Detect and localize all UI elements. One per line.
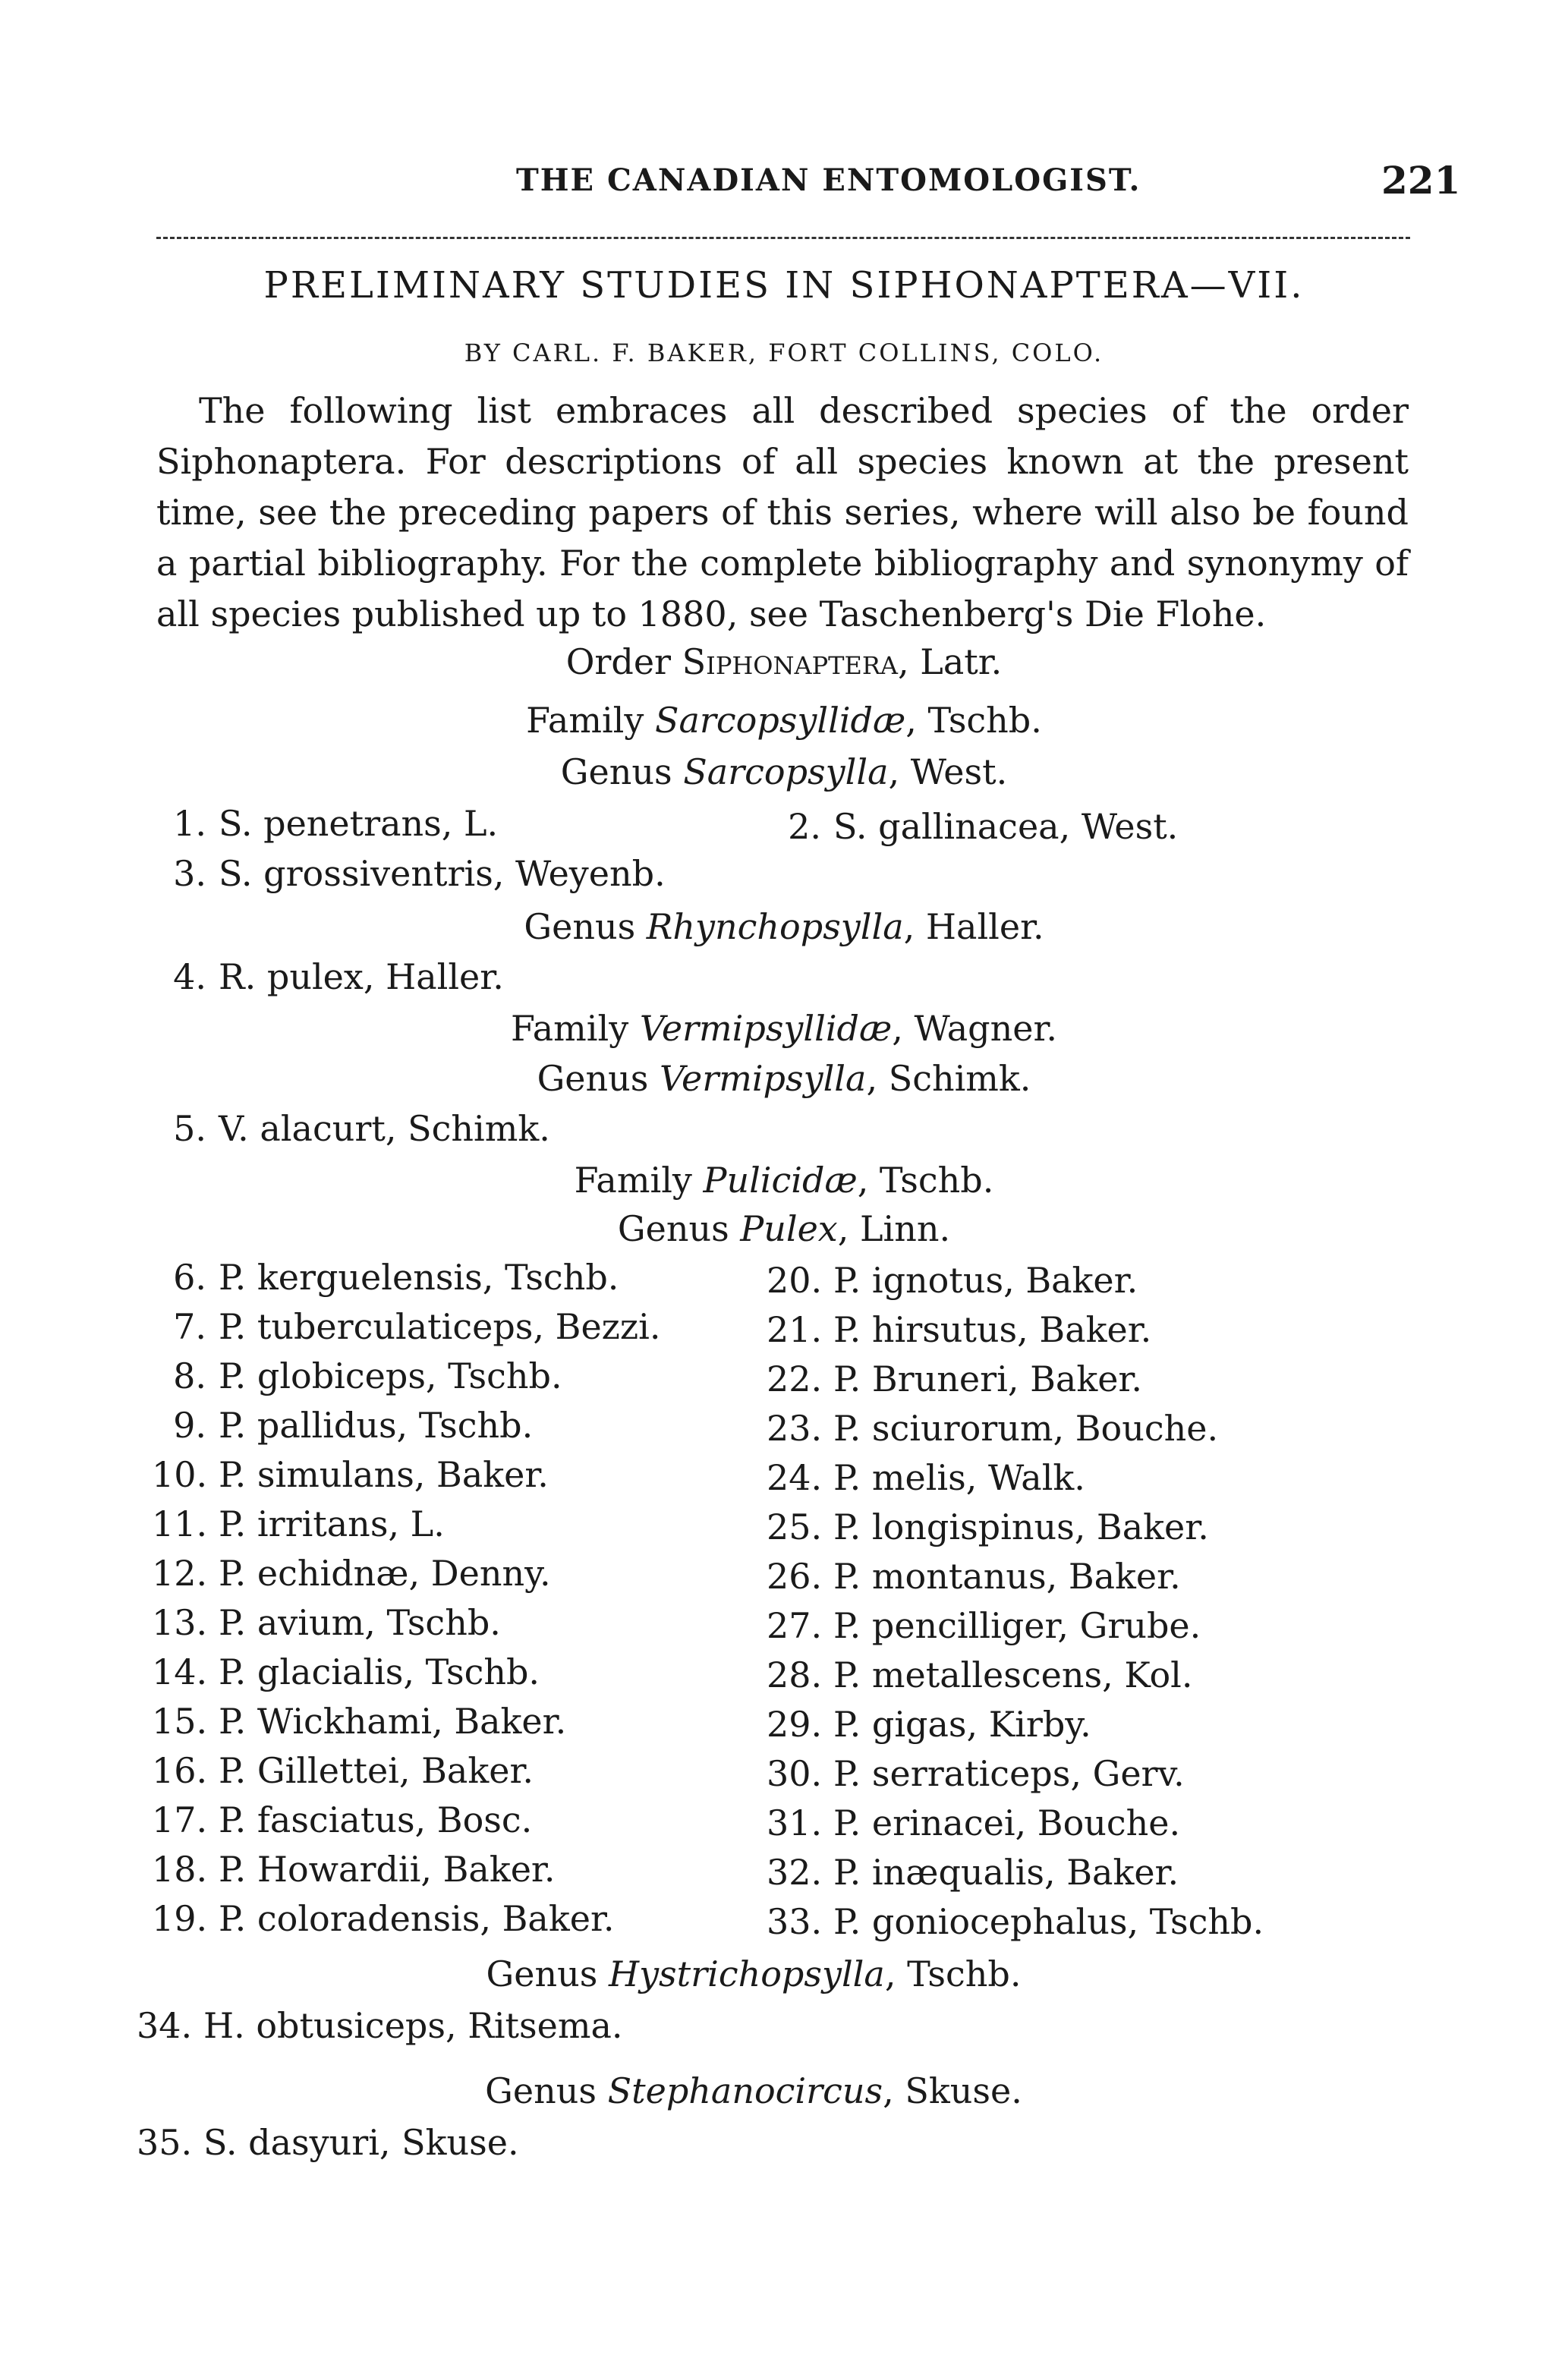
species-entry: 8. P. globiceps, Tschb. bbox=[173, 1355, 562, 1396]
species-entry: 3. S. grossiventris, Weyenb. bbox=[173, 853, 666, 894]
species-entry: 35. S. dasyuri, Skuse. bbox=[137, 2122, 519, 2163]
intro-text: The following list embraces all described species of the order Siphonaptera. For descriptions of all species known at the present time, see the preceding papers of this series, where will also be found a partial bibliography. For the complete bibliography and synonymy of all species published up to 1880, see Taschenberg's Die Flohe. bbox=[156, 390, 1409, 634]
species-entry: 21. P. hirsutus, Baker. bbox=[767, 1309, 1152, 1350]
genus-name: Sarcopsylla bbox=[683, 751, 889, 792]
species-entry: 13. P. avium, Tschb. bbox=[152, 1602, 501, 1643]
article-byline: BY CARL. F. BAKER, FORT COLLINS, COLO. bbox=[464, 338, 1104, 367]
genus-heading-vermipsylla: Genus Vermipsylla, Schimk. bbox=[537, 1058, 1031, 1099]
species-entry: 18. P. Howardii, Baker. bbox=[152, 1849, 556, 1890]
species-entry: 24. P. melis, Walk. bbox=[767, 1457, 1085, 1498]
species-entry: 1. S. penetrans, L. bbox=[173, 803, 499, 844]
species-entry: 28. P. metallescens, Kol. bbox=[767, 1654, 1193, 1695]
species-entry: 10. P. simulans, Baker. bbox=[152, 1454, 549, 1495]
species-entry: 9. P. pallidus, Tschb. bbox=[173, 1405, 534, 1446]
family-heading-pulicidae: Family Pulicidæ, Tschb. bbox=[574, 1160, 994, 1201]
article-title: PRELIMINARY STUDIES IN SIPHONAPTERA—VII. bbox=[263, 264, 1305, 307]
species-entry: 20. P. ignotus, Baker. bbox=[767, 1260, 1138, 1301]
genus-heading-rhynchopsylla: Genus Rhynchopsylla, Haller. bbox=[524, 906, 1044, 947]
species-entry: 33. P. goniocephalus, Tschb. bbox=[767, 1901, 1264, 1942]
genus-heading-pulex: Genus Pulex, Linn. bbox=[617, 1208, 951, 1249]
species-entry: 12. P. echidnæ, Denny. bbox=[152, 1553, 551, 1594]
species-entry: 15. P. Wickhami, Baker. bbox=[152, 1701, 567, 1742]
genus-heading-sarcopsylla: Genus Sarcopsylla, West. bbox=[560, 751, 1008, 792]
species-entry: 34. H. obtusiceps, Ritsema. bbox=[137, 2005, 623, 2046]
species-entry: 26. P. montanus, Baker. bbox=[767, 1556, 1181, 1597]
genus-name: Stephanocircus bbox=[607, 2070, 883, 2111]
species-entry: 27. P. pencilliger, Grube. bbox=[767, 1605, 1201, 1646]
genus-name: Pulex bbox=[740, 1208, 838, 1249]
genus-name: Rhynchopsylla bbox=[646, 906, 904, 947]
species-entry: 32. P. inæqualis, Baker. bbox=[767, 1852, 1179, 1893]
genus-name: Vermipsylla bbox=[660, 1058, 867, 1099]
species-entry: 2. S. gallinacea, West. bbox=[788, 806, 1179, 847]
family-heading-vermipsyllidae: Family Vermipsyllidæ, Wagner. bbox=[510, 1008, 1058, 1049]
species-entry: 5. V. alacurt, Schimk. bbox=[173, 1108, 550, 1149]
family-name: Vermipsyllidæ bbox=[639, 1008, 893, 1049]
family-heading-sarcopsyllidae: Family Sarcopsyllidæ, Tschb. bbox=[526, 700, 1042, 741]
family-name: Sarcopsyllidæ bbox=[654, 700, 906, 741]
species-entry: 4. R. pulex, Haller. bbox=[173, 956, 504, 997]
intro-paragraph bbox=[156, 386, 1409, 640]
order-name: Siphonaptera bbox=[682, 641, 899, 682]
genus-name: Hystrichopsylla bbox=[608, 1953, 885, 1994]
species-entry: 7. P. tuberculaticeps, Bezzi. bbox=[173, 1306, 661, 1347]
species-entry: 17. P. fasciatus, Bosc. bbox=[152, 1799, 533, 1840]
species-entry: 14. P. glacialis, Tschb. bbox=[152, 1651, 540, 1692]
species-entry: 22. P. Bruneri, Baker. bbox=[767, 1358, 1142, 1399]
genus-heading-hystrichopsylla: Genus Hystrichopsylla, Tschb. bbox=[486, 1953, 1022, 1994]
species-entry: 25. P. longispinus, Baker. bbox=[767, 1506, 1209, 1547]
species-entry: 11. P. irritans, L. bbox=[152, 1503, 445, 1544]
genus-heading-stephanocircus: Genus Stephanocircus, Skuse. bbox=[485, 2070, 1022, 2111]
order-heading: Order Siphonaptera, Latr. bbox=[565, 641, 1003, 682]
species-entry: 29. P. gigas, Kirby. bbox=[767, 1704, 1091, 1745]
family-name: Pulicidæ bbox=[703, 1160, 858, 1201]
running-head: THE CANADIAN ENTOMOLOGIST. bbox=[516, 162, 1141, 198]
species-entry: 6. P. kerguelensis, Tschb. bbox=[173, 1257, 619, 1298]
species-entry: 23. P. sciurorum, Bouche. bbox=[767, 1408, 1219, 1449]
header-rule bbox=[156, 237, 1410, 239]
page-number: 221 bbox=[1381, 158, 1461, 203]
species-entry: 16. P. Gillettei, Baker. bbox=[152, 1750, 534, 1791]
species-entry: 30. P. serraticeps, Gerv. bbox=[767, 1753, 1185, 1794]
species-entry: 31. P. erinacei, Bouche. bbox=[767, 1802, 1181, 1843]
species-entry: 19. P. coloradensis, Baker. bbox=[152, 1898, 615, 1939]
